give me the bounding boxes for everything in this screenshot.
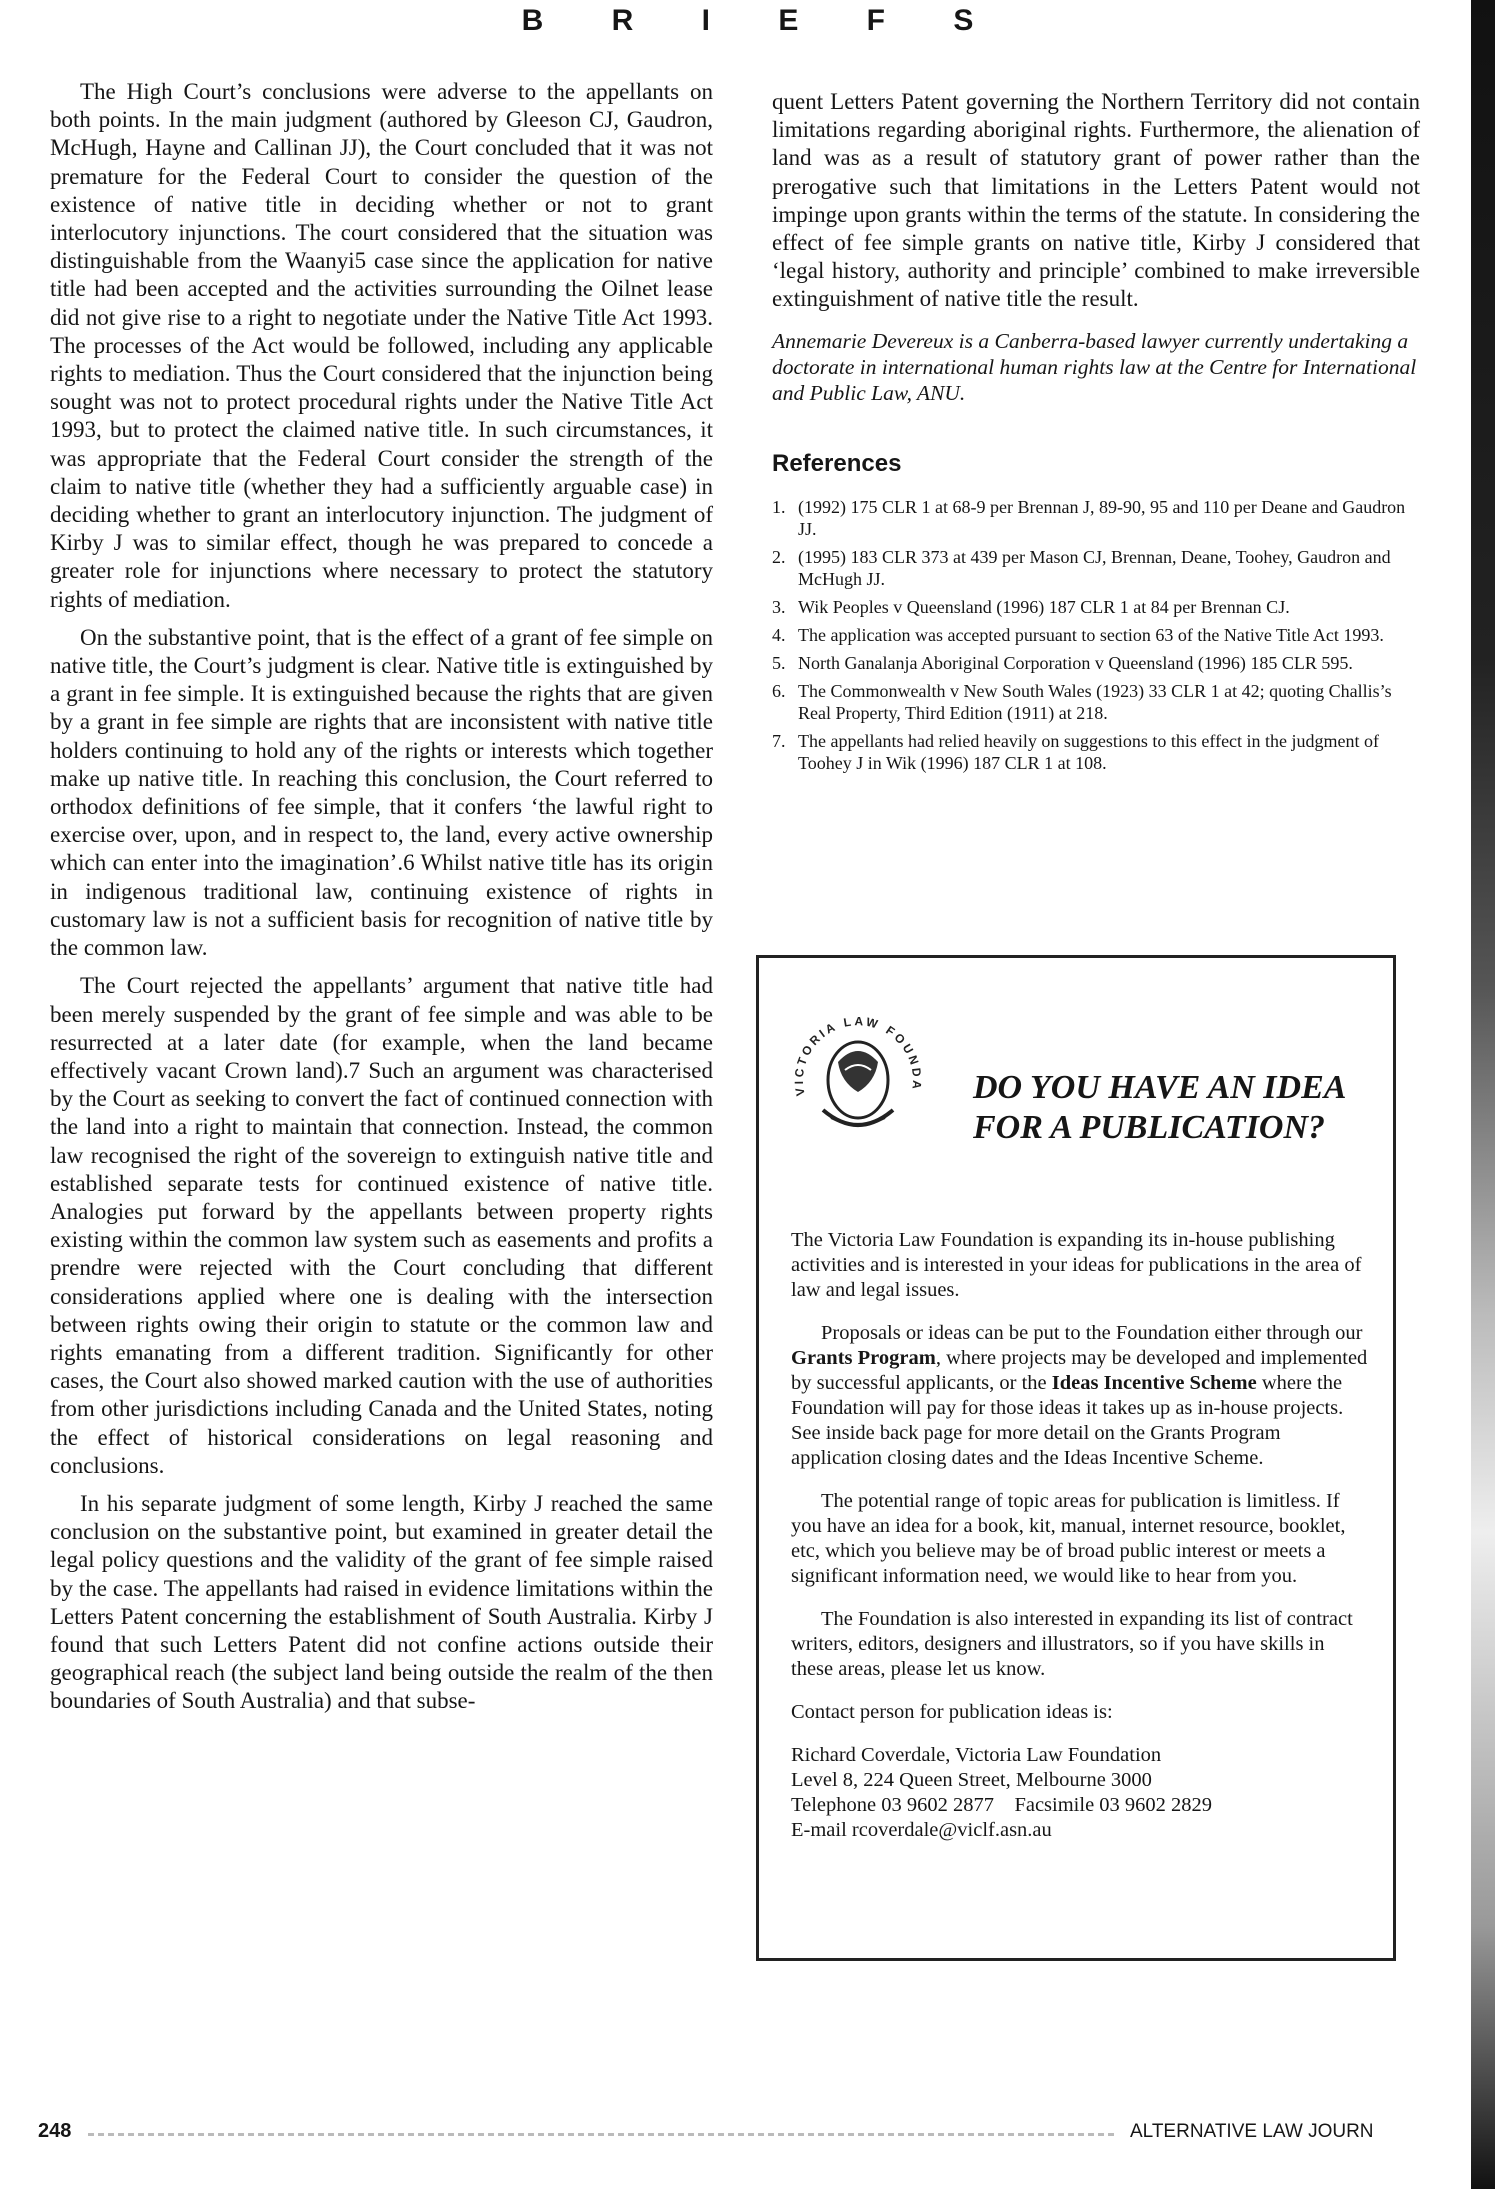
reference-text: The appellants had relied heavily on suggestions to this effect in the judgment of Toohey J in Wik (1996) 187 CLR 1 at 108.: [798, 730, 1380, 773]
contact-email: E-mail rcoverdale@viclf.asn.au: [791, 1819, 1052, 1841]
victoria-law-foundation-logo-icon: [783, 1000, 933, 1150]
reference-item: [772, 546, 1420, 590]
body-paragraph: On the substantive point, that is the effect of a grant of fee simple on native title, the Court’s judgment is clear. Native title is extinguished by a grant in fee simple. It is extinguished because the rights that are given by a grant in fee simple are rights that are inconsistent with native title holders continuing to hold any of the rights or interests which together make up native title. In reaching this conclusion, the Court referred to orthodox definitions of fee simple, that it confers ‘the lawful right to exercise over, upon, and in respect to, the land, every active ownership which can enter into the imagination’.6 Whilst native title has its origin in indigenous traditional law, continuing existence of rights in customary law is not a sufficient basis for recognition of native title by the common law.: [50, 624, 713, 961]
reference-item: [772, 624, 1420, 646]
ad-paragraph: Proposals or ideas can be put to the Foundation either through our Grants Program, where projects may be developed and implemented by successful applicants, or the Ideas Incentive Scheme where the Foundation will pay for those ideas it takes up as in-house projects. See inside back page for more detail on the Grants Program application closing dates and the Ideas Incentive Scheme.: [791, 1322, 1368, 1469]
seal-text: VICTORIA LAW FOUNDA: [791, 1014, 925, 1098]
journal-title: ALTERNATIVE LAW JOURN: [1130, 2121, 1374, 2142]
ad-paragraph: The Foundation is also interested in expanding its list of contract writers, editors, designers and illustrators, so if you have skills in these areas, please let us know.: [791, 1608, 1353, 1680]
ad-paragraph: The potential range of topic areas for publication is limitless. If you have an idea for a book, kit, manual, internet resource, booklet, etc, which you believe may be of broad public interest or meets a significant information need, we would like to hear from you.: [791, 1490, 1346, 1587]
reference-number: 5.: [772, 652, 786, 673]
reference-item: [772, 652, 1420, 674]
body-paragraph: The Court rejected the appellants’ argument that native title had been merely suspended by the grant of fee simple and was able to be resurrected at a later date (for example, when the land became effectively vacant Crown land).7 Such an argument was characterised by the Court as seeking to convert the fact of continued connection with the land into a right to maintain that connection. Instead, the common law recognised the right of the sovereign to extinguish native title and established separate tests for continued existence of native title. Analogies put forward by the appellants between property rights existing within the common law system such as easements and profits a prendre were rejected with the Court concluding that different considerations applied where one is dealing with the intersection between rights owing their origin to statute or the common law and rights emanating from a different tradition. Significantly for other cases, the Court also showed marked caution with the use of authorities from other jurisdictions including Canada and the United States, noting the effect of historical considerations on legal reasoning and conclusions.: [50, 973, 713, 1478]
reference-item: [772, 680, 1420, 724]
advertisement-headline: DO YOU HAVE AN IDEA FOR A PUBLICATION?: [973, 1069, 1347, 1146]
section-header: B R I E F S: [521, 4, 1004, 37]
scan-edge-shadow: [1471, 0, 1495, 2189]
reference-text: (1995) 183 CLR 373 at 439 per Mason CJ, Brennan, Deane, Toohey, Gaudron and McHugh JJ.: [798, 546, 1391, 589]
contact-address: Level 8, 224 Queen Street, Melbourne 3000: [791, 1769, 1152, 1791]
reference-item: [772, 496, 1420, 540]
author-bio: Annemarie Devereux is a Canberra-based lawyer currently undertaking a doctorate in international human rights law at the Centre for International and Public Law, ANU.: [772, 328, 1417, 405]
grants-program-label: Grants Program: [791, 1347, 936, 1369]
reference-item: [772, 730, 1420, 774]
ad-paragraph: The Victoria Law Foundation is expanding its in-house publishing activities and is interested in your ideas for publications in the area of law and legal issues.: [791, 1229, 1362, 1301]
advertisement-box: [756, 955, 1396, 1961]
reference-text: (1992) 175 CLR 1 at 68-9 per Brennan J, 89-90, 95 and 110 per Deane and Gaudron JJ.: [798, 496, 1406, 539]
reference-number: 4.: [772, 624, 786, 645]
reference-number: 7.: [772, 730, 786, 751]
left-column: [50, 78, 713, 1726]
right-column: [772, 88, 1420, 780]
advertisement-body: [791, 1228, 1371, 1843]
reference-text: The application was accepted pursuant to section 63 of the Native Title Act 1993.: [798, 624, 1384, 645]
body-paragraph: The High Court’s conclusions were adverse to the appellants on both points. In the main judgment (authored by Gleeson CJ, Gaudron, McHugh, Hayne and Callinan JJ), the Court concluded that it was not premature for the Federal Court to consider the question of the existence of native title in deciding whether or not to grant interlocutory injunctions. The court considered that the situation was distinguishable from the Waanyi5 case since the application for native title had been accepted and the activities surrounding the Oilnet lease did not give rise to a right to negotiate under the Native Title Act 1993. The processes of the Act would be followed, including any applicable rights to mediation. Thus the Court considered that the injunction being sought was not to protect procedural rights under the Native Title Act 1993, but to protect the claimed native title. In such circumstances, it was appropriate that the Federal Court consider the strength of the claim to native title (whether they had a sufficiently arguable case) in deciding whether to grant an interlocutory injunction. The judgment of Kirby J was to similar effect, though he was prepared to concede a greater role for injunctions where necessary to protect the statutory rights of mediation.: [50, 79, 713, 612]
contact-intro: Contact person for publication ideas is:: [791, 1701, 1113, 1723]
footer-divider: [88, 2133, 1118, 2136]
body-paragraph: In his separate judgment of some length, Kirby J reached the same conclusion on the substantive point, but examined in greater detail the legal policy questions and the validity of the grant of fee simple raised by the case. The appellants had raised in evidence limitations within the Letters Patent concerning the establishment of South Australia. Kirby J found that such Letters Patent did not confine actions outside their geographical reach (the subject land being outside the realm of the then boundaries of South Australia) and that subse-: [50, 1490, 713, 1714]
reference-text: North Ganalanja Aboriginal Corporation v Queensland (1996) 185 CLR 595.: [798, 652, 1353, 673]
contact-phone: Telephone 03 9602 2877 Facsimile 03 9602 2829: [791, 1794, 1213, 1816]
reference-number: 1.: [772, 496, 786, 517]
references-heading: References: [772, 449, 902, 477]
page-number: 248: [38, 2120, 72, 2142]
reference-text: Wik Peoples v Queensland (1996) 187 CLR 1 at 84 per Brennan CJ.: [798, 596, 1290, 617]
reference-number: 6.: [772, 680, 786, 701]
reference-text: The Commonwealth v New South Wales (1923) 33 CLR 1 at 42; quoting Challis’s Real Property, Third Edition (1911) at 218.: [798, 680, 1392, 723]
ideas-incentive-label: Ideas Incentive Scheme: [1051, 1372, 1257, 1394]
reference-number: 3.: [772, 596, 786, 617]
references-list: [772, 496, 1420, 774]
reference-item: [772, 596, 1420, 618]
reference-number: 2.: [772, 546, 786, 567]
contact-name: Richard Coverdale, Victoria Law Foundation: [791, 1744, 1162, 1766]
body-paragraph-continued: quent Letters Patent governing the Northern Territory did not contain limitations regarding aboriginal rights. Furthermore, the alienation of land was as a result of statutory grant of power rather than the prerogative such that limitations in the Letters Patent would not impinge upon grants within the terms of the statute. In considering the effect of fee simple grants on native title, Kirby J considered that ‘legal history, authority and principle’ combined to make irreversible extinguishment of native title the result.: [772, 89, 1420, 312]
